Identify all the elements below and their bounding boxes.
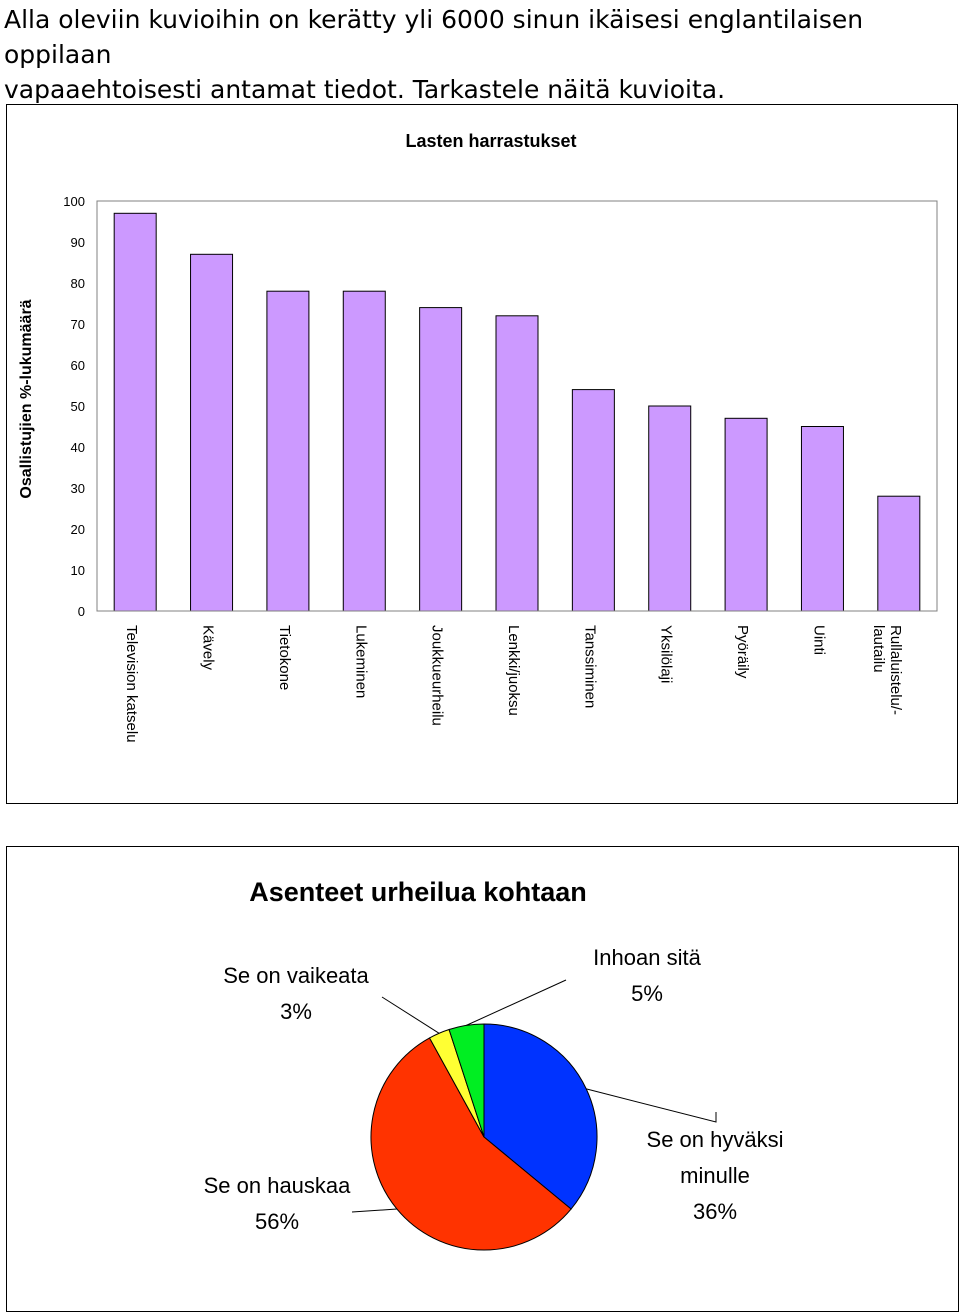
x-tick-label: Lukeminen [352,625,370,699]
x-tick-label: Joukkueurheilu [428,625,446,726]
pie-chart-title: Asenteet urheilua kohtaan [249,877,587,907]
pie-slice-label: Se on vaikeata [223,963,369,988]
pie-slice-value: 3% [280,999,312,1024]
x-tick-label: Tanssiminen [581,625,599,709]
pie-slice-label: Se on hauskaa [203,1173,351,1198]
pie-slice-value: 56% [254,1209,300,1234]
bar [267,291,309,611]
bar-chart [7,105,957,803]
bar-chart-title: Lasten harrastukset [405,131,577,151]
y-tick-label: 10 [70,563,85,578]
y-tick-label: 20 [70,522,85,537]
leader-line [466,980,566,1025]
x-tick-label: Yksilölaji [657,625,675,684]
y-tick-label: 50 [70,399,85,414]
y-tick-label: 90 [70,235,85,250]
bar-chart-ylabel: Osallistujien %-lukumäärä [18,299,35,499]
x-tick-label: Uinti [810,625,828,656]
bar [420,308,462,611]
intro-text [4,2,954,107]
pie-slice-value: 5% [631,981,663,1006]
bar [191,254,233,611]
x-tick-label: Kävely [199,625,217,671]
leader-line [382,997,439,1033]
bar [496,316,538,611]
intro-line-2: vapaaehtoisesti antamat tiedot. Tarkastele näitä kuvioita. [4,75,726,104]
pie-slice-value: 36% [692,1199,738,1224]
y-tick-label: 80 [70,276,85,291]
y-tick-label: 30 [70,481,85,496]
bar [878,496,920,611]
y-tick-label: 60 [70,358,85,373]
x-tick-label: Tietokone [275,625,293,691]
y-tick-label: 0 [77,604,85,619]
pie-slice-label: Se on hyväksi minulle [646,1127,784,1188]
x-tick-label: Television katselu [123,625,141,743]
bar [572,390,614,611]
y-tick-label: 100 [63,194,85,209]
pie-chart [7,847,958,1311]
pie-chart-panel [6,846,959,1312]
pie-slice-label: Inhoan sitä [593,945,701,970]
leader-line [352,1209,397,1212]
x-tick-label: Pyöräily [734,625,752,679]
bar [343,291,385,611]
y-tick-label: 40 [70,440,85,455]
x-tick-label: Rullaluistelu/-lautailu [869,625,904,716]
bar [801,427,843,612]
bar [725,418,767,611]
bar [114,213,156,611]
bar [649,406,691,611]
bar-chart-panel [6,104,958,804]
y-tick-label: 70 [70,317,85,332]
x-tick-label: Lenkki/juoksu [505,625,522,716]
intro-line-1: Alla oleviin kuvioihin on kerätty yli 6000 sinun ikäisesi englantilaisen oppilaan [4,5,864,69]
leader-line [586,1089,716,1122]
